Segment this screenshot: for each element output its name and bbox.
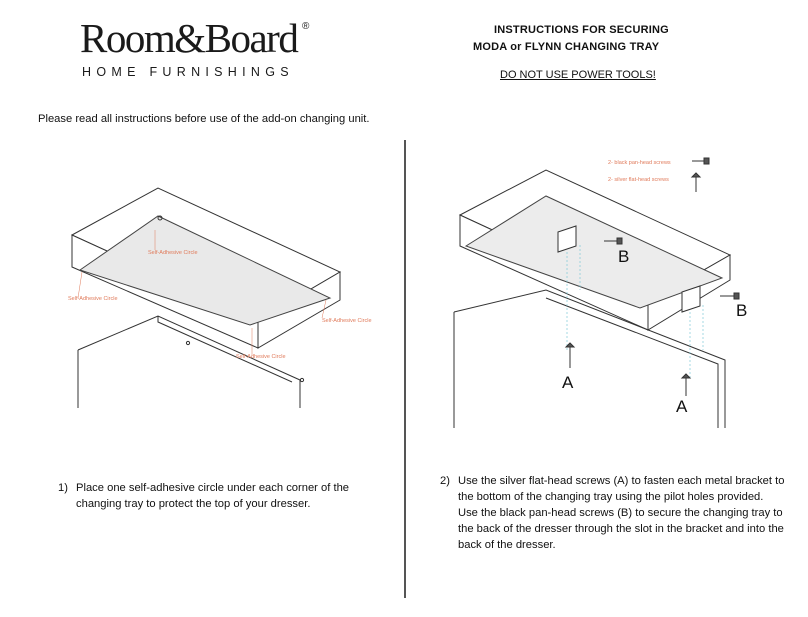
- adhesive-callout-4: Self-Adhesive Circle: [236, 354, 286, 360]
- step-1: [58, 480, 378, 520]
- step-2-text: Use the silver flat-head screws (A) to fasten each metal bracket to the bottom of the changing tray using the pilot holes provided. Use the black pan-head screws (B) to secure the changing tray to the back of the dresser through the slot in the bracket and into the back of the dresser.: [458, 475, 785, 551]
- adhesive-callout-3: Self-Adhesive Circle: [322, 318, 372, 324]
- brand-subtitle: HOME FURNISHINGS: [82, 65, 294, 79]
- tray-adhesive-illustration: [30, 150, 400, 420]
- intro-text: Please read all instructions before use of the add-on changing unit.: [38, 113, 370, 125]
- step-1-number: 1): [58, 482, 68, 494]
- screw-label-b-2: B: [736, 301, 748, 320]
- screw-label-b-1: B: [618, 247, 630, 266]
- adhesive-callout-1: Self-Adhesive Circle: [148, 250, 198, 256]
- screw-label-a-1: A: [562, 373, 574, 392]
- document-title-line-1: INSTRUCTIONS FOR SECURING: [494, 24, 669, 36]
- bracket-mounting-illustration: [420, 150, 800, 430]
- column-divider: [404, 140, 406, 598]
- registered-mark: ®: [302, 21, 310, 32]
- pan-head-screw-legend: 2- black pan-head screws: [608, 160, 671, 166]
- power-tools-warning: DO NOT USE POWER TOOLS!: [500, 69, 656, 81]
- brand-logo: Room&Board: [80, 15, 298, 61]
- adhesive-callout-2: Self-Adhesive Circle: [68, 296, 118, 302]
- step-1-text: Place one self-adhesive circle under each corner of the changing tray to protect the top of your dresser.: [76, 482, 350, 510]
- step-2-number: 2): [440, 475, 450, 487]
- screw-label-a-2: A: [676, 397, 688, 416]
- flat-head-screw-legend: 2- silver flat-head screws: [608, 177, 669, 183]
- document-title-line-2: MODA or FLYNN CHANGING TRAY: [473, 41, 660, 53]
- step-2: [440, 473, 785, 563]
